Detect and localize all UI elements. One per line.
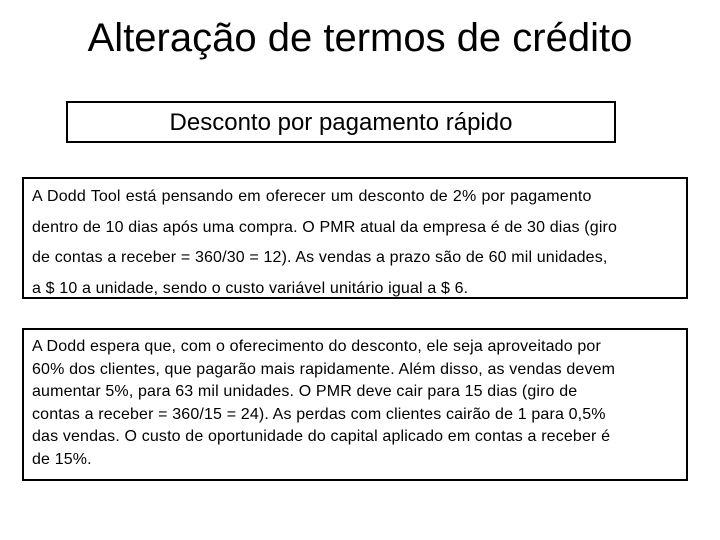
paragraph-box-2 (22, 328, 688, 481)
paragraph-box-1 (22, 177, 688, 299)
paragraph-2-line: contas a receber = 360/15 = 24). As perdas com clientes cairão de 1 para 0,5% (32, 405, 606, 423)
slide-title: Alteração de termos de crédito (87, 16, 633, 60)
paragraph-1-line: A Dodd Tool está pensando em oferecer um desconto de 2% por pagamento (32, 188, 592, 205)
paragraph-1-line: de contas a receber = 360/30 = 12). As vendas a prazo são de 60 mil unidades, (32, 249, 608, 266)
paragraph-1-line: dentro de 10 dias após uma compra. O PMR atual da empresa é de 30 dias (giro (32, 218, 618, 236)
paragraph-2-line: das vendas. O custo de oportunidade do capital aplicado em contas a receber é (32, 428, 611, 446)
paragraph-2-line: aumentar 5%, para 63 mil unidades. O PMR deve cair para 15 dias (giro de (32, 383, 578, 401)
subtitle-box (66, 101, 616, 143)
paragraph-2-line: 60% dos clientes, que pagarão mais rapidamente. Além disso, as vendas devem (32, 360, 616, 378)
subtitle-text: Desconto por pagamento rápido (169, 109, 513, 136)
paragraph-1-line: a $ 10 a unidade, sendo o custo variável unitário igual a $ 6. (32, 279, 469, 297)
paragraph-2-line: A Dodd espera que, com o oferecimento do desconto, ele seja aproveitado por (32, 338, 601, 355)
paragraph-2-line: de 15%. (32, 450, 92, 468)
